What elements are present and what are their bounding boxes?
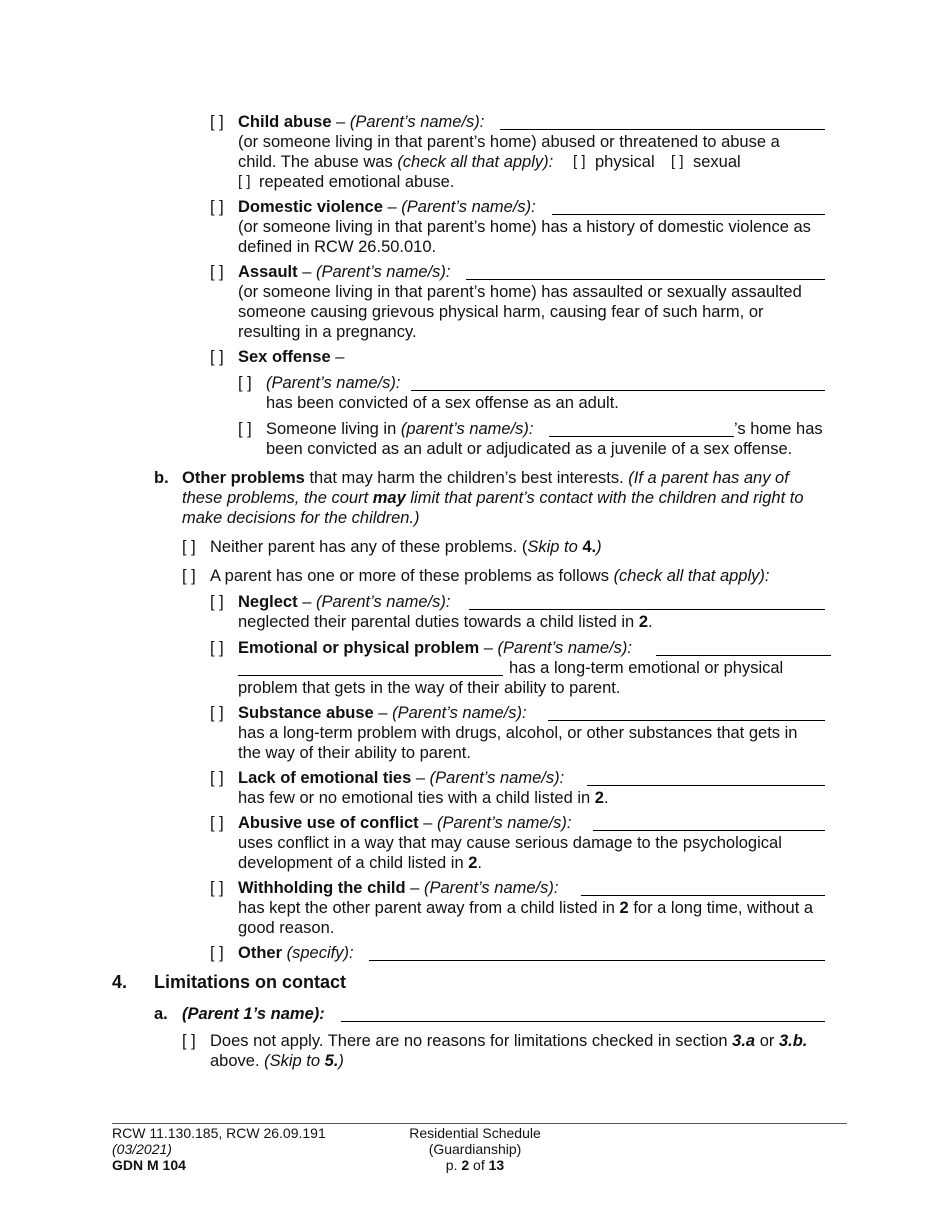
footer-center (408, 1125, 542, 1173)
parent1-name-field[interactable] (341, 1005, 825, 1022)
section-b-line2: these problems, the court may limit that parent’s contact with the children and right to (182, 489, 804, 507)
section-4-number: 4. (112, 972, 128, 992)
section-4a-letter: a. (154, 1005, 168, 1023)
assault-line3: resulting in a pregnancy. (238, 323, 417, 341)
section-4a-label: (Parent 1’s name): (182, 1005, 325, 1023)
sex-offense-sub2-line2: been convicted as an adult or adjudicated as a juvenile of a sex offense. (266, 440, 793, 458)
emotional-ties-checkbox[interactable]: [ ] (210, 769, 224, 787)
neglect-line1: neglected their parental duties towards a child listed in 2. (238, 613, 653, 631)
does-not-apply-checkbox[interactable]: [ ] (182, 1032, 196, 1050)
sex-offense-sub1-checkbox[interactable]: [ ] (238, 374, 252, 392)
footer-title2: (Guardianship) (428, 1141, 522, 1157)
assault-line2: someone causing grievous physical harm, causing fear of such harm, or (238, 303, 764, 321)
neglect-checkbox[interactable]: [ ] (210, 593, 224, 611)
emotional-problem-heading: Emotional or physical problem – (Parent’s name/s): (238, 639, 633, 657)
abusive-conflict-heading: Abusive use of conflict – (Parent’s name/s): (238, 814, 572, 832)
abusive-conflict-line1: uses conflict in a way that may cause serious damage to the psychological (238, 834, 782, 852)
child-abuse-line2: child. The abuse was (check all that apply): (238, 153, 554, 171)
abusive-conflict-checkbox[interactable]: [ ] (210, 814, 224, 832)
withholding-heading: Withholding the child – (Parent’s name/s): (238, 879, 559, 897)
sex-offense-sub2-suffix: ’s home has (734, 420, 823, 438)
domestic-violence-line1: (or someone living in that parent’s home) has a history of domestic violence as (238, 218, 811, 236)
parent-has-problems-label: A parent has one or more of these problems as follows (check all that apply): (210, 567, 770, 585)
assault-checkbox[interactable]: [ ] (210, 263, 224, 281)
emotional-ties-parent-name-field[interactable] (587, 769, 825, 786)
assault-parent-name-field[interactable] (466, 263, 825, 280)
abusive-conflict-line2: development of a child listed in 2. (238, 854, 482, 872)
sex-offense-sub1-label: (Parent’s name/s): (266, 374, 401, 392)
footer-form-id: GDN M 104 (112, 1157, 186, 1173)
child-abuse-checkbox[interactable]: [ ] (210, 113, 224, 131)
does-not-apply-line2: above. (Skip to 5.) (210, 1052, 344, 1070)
neglect-parent-name-field[interactable] (469, 593, 825, 610)
withholding-line2: good reason. (238, 919, 335, 937)
emotional-problem-line2: problem that gets in the way of their ability to parent. (238, 679, 621, 697)
domestic-violence-checkbox[interactable]: [ ] (210, 198, 224, 216)
other-checkbox[interactable]: [ ] (210, 944, 224, 962)
neglect-heading: Neglect – (Parent’s name/s): (238, 593, 451, 611)
substance-abuse-line1: has a long-term problem with drugs, alcohol, or other substances that gets in (238, 724, 798, 742)
domestic-violence-line2: defined in RCW 26.50.010. (238, 238, 437, 256)
sex-offense-sub2-name-field[interactable] (549, 420, 734, 437)
neither-parent-label: Neither parent has any of these problems. (Skip to 4.) (210, 538, 602, 556)
sex-offense-sub1-line2: has been convicted of a sex offense as an adult. (266, 394, 619, 412)
footer-date: (03/2021) (112, 1141, 172, 1157)
sex-offense-checkbox[interactable]: [ ] (210, 348, 224, 366)
footer-title1: Residential Schedule (409, 1125, 541, 1141)
substance-abuse-checkbox[interactable]: [ ] (210, 704, 224, 722)
section-b-letter: b. (154, 469, 169, 487)
emotional-ties-heading: Lack of emotional ties – (Parent’s name/s): (238, 769, 565, 787)
substance-abuse-parent-name-field[interactable] (548, 704, 825, 721)
footer-rcw: RCW 11.130.185, RCW 26.09.191 (112, 1125, 326, 1141)
abusive-conflict-parent-name-field[interactable] (593, 814, 825, 831)
physical-checkbox[interactable]: [ ] (573, 153, 586, 170)
child-abuse-parent-name-field[interactable] (500, 113, 825, 130)
assault-heading: Assault – (Parent’s name/s): (238, 263, 451, 281)
sex-offense-sub1-name-field[interactable] (411, 374, 825, 391)
sex-offense-sub2-checkbox[interactable]: [ ] (238, 420, 252, 438)
emotional-ties-line1: has few or no emotional ties with a child listed in 2. (238, 789, 609, 807)
emotional-problem-line1: has a long-term emotional or physical (509, 659, 784, 677)
emotional-problem-parent-name-field[interactable] (656, 639, 831, 656)
withholding-line1: has kept the other parent away from a child listed in 2 for a long time, without a (238, 899, 814, 917)
assault-line1: (or someone living in that parent’s home) has assaulted or sexually assaulted (238, 283, 802, 301)
sex-offense-heading: Sex offense – (238, 348, 345, 366)
sexual-checkbox[interactable]: [ ] (671, 153, 684, 170)
domestic-violence-parent-name-field[interactable] (552, 198, 825, 215)
substance-abuse-line2: the way of their ability to parent. (238, 744, 471, 762)
withholding-parent-name-field[interactable] (581, 879, 825, 896)
emotional-abuse-label: repeated emotional abuse. (259, 173, 455, 191)
footer-left (112, 1125, 326, 1173)
parent-has-problems-checkbox[interactable]: [ ] (182, 567, 196, 585)
child-abuse-line1: (or someone living in that parent’s home) abused or threatened to abuse a (238, 133, 780, 151)
neither-parent-checkbox[interactable]: [ ] (182, 538, 196, 556)
section-4-title: Limitations on contact (154, 972, 347, 992)
emotional-problem-checkbox[interactable]: [ ] (210, 639, 224, 657)
substance-abuse-heading: Substance abuse – (Parent’s name/s): (238, 704, 527, 722)
child-abuse-heading: Child abuse – (Parent’s name/s): (238, 113, 485, 131)
emotional-abuse-checkbox[interactable]: [ ] (238, 173, 251, 190)
physical-label: physical (595, 153, 655, 171)
does-not-apply-line1: Does not apply. There are no reasons for limitations checked in section 3.a or 3.b. (210, 1032, 808, 1050)
emotional-problem-parent-name-field-2[interactable] (238, 659, 503, 676)
section-b-line1: Other problems that may harm the children’s best interests. (If a parent has any of (182, 469, 789, 487)
sex-offense-sub2-label: Someone living in (parent’s name/s): (266, 420, 534, 438)
page-footer (112, 1123, 847, 1173)
other-heading: Other (specify): (238, 944, 354, 962)
sexual-label: sexual (693, 153, 741, 171)
section-b-line3: make decisions for the children.) (182, 509, 420, 527)
withholding-checkbox[interactable]: [ ] (210, 879, 224, 897)
other-specify-field[interactable] (369, 944, 825, 961)
footer-page-number: p. 2 of 13 (445, 1157, 505, 1173)
domestic-violence-heading: Domestic violence – (Parent’s name/s): (238, 198, 536, 216)
